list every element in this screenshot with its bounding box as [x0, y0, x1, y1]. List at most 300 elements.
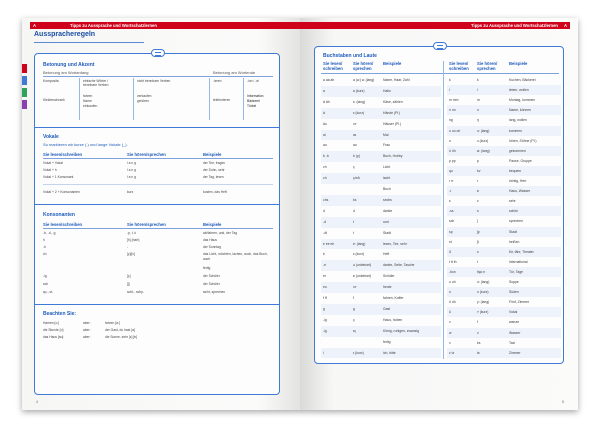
table-cell: ɐ (unbetont): [353, 274, 372, 279]
table-cell: Tür, Tage: [509, 269, 524, 274]
table-row: [447, 227, 561, 237]
table-cell: Frau: [383, 143, 390, 148]
table-cell: Buch, Hobby: [383, 154, 403, 159]
konsonanten-cell: der Sonntag: [203, 245, 221, 249]
table-row: [447, 338, 561, 348]
betonung-cell: -ion / -ei: [247, 79, 259, 83]
table-row: [447, 105, 561, 115]
konsonanten-cell: [ʃ]: [127, 282, 130, 286]
table-cell: Haus, Wasser: [509, 189, 531, 194]
table-row: [321, 119, 441, 130]
table-cell: Häuser (Pl.): [383, 121, 402, 126]
table-row: [447, 206, 561, 216]
divider: [243, 78, 244, 120]
table-cell: a (kurz): [353, 88, 365, 93]
konsonanten-cell: der Schüler: [203, 282, 220, 286]
table-cell: ü üh: [449, 300, 456, 305]
column-divider: [443, 61, 444, 359]
table-cell: e ee eh: [323, 241, 335, 246]
table-row: [447, 85, 561, 95]
table-cell: ʃt: [477, 239, 479, 244]
table-cell: ts: [477, 350, 480, 355]
table-row: [321, 86, 441, 97]
section-divider: [35, 204, 279, 205]
konsonanten-cell: scht-, schp-: [127, 290, 145, 294]
divider: [321, 73, 559, 74]
table-cell: Zimmer: [509, 350, 521, 355]
konsonanten-header: Beispiele: [203, 222, 222, 227]
table-cell: ks: [477, 340, 481, 345]
table-cell: ö öh: [449, 148, 456, 153]
betonung-col3-title: Betonung am Wortende: [213, 70, 256, 75]
table-cell: t: [477, 259, 478, 264]
vokale-cell: l a n g: [127, 168, 136, 172]
divider: [43, 76, 273, 77]
table-cell: ch: [323, 176, 327, 181]
table-cell: ai: [323, 132, 326, 137]
table-cell: g: [353, 306, 355, 311]
table-cell: hören, Söhne (Pl.): [509, 138, 537, 143]
table-cell: v: [449, 320, 451, 325]
chapter-tabs: [22, 64, 28, 112]
table-cell: e: [323, 252, 325, 257]
table-cell: ä: [323, 110, 325, 115]
konsonanten-cell: -: [127, 245, 129, 249]
table-cell: Suppe: [509, 280, 519, 284]
table-cell: sprechen: [509, 219, 523, 224]
table-cell: Hände (Pl.): [383, 110, 401, 115]
vokale-cell: l a n g: [127, 161, 136, 165]
konsonanten-header: Sie lesen/schreiben: [43, 222, 83, 227]
table-cell: a (a:) a: (lang): [353, 78, 375, 82]
table-cell: ø: (lang): [477, 148, 490, 153]
page-number: 4: [36, 400, 38, 404]
table-cell: danke: [383, 208, 393, 213]
chapter-tab-green[interactable]: [22, 88, 27, 97]
table-cell: Hallo: [383, 88, 391, 93]
table-cell: a aa ah: [323, 78, 335, 82]
table-cell: heute: [383, 285, 392, 290]
table-cell: l: [449, 88, 450, 93]
header-letter: A: [33, 23, 37, 28]
table-cell: heißen: [509, 239, 520, 244]
table-row: [321, 315, 441, 326]
betonung-example: verkaufen gehören: [137, 94, 152, 103]
table-cell: f: [477, 320, 478, 325]
table-cell: Vokal: [509, 310, 518, 315]
beachten-cell: die Stunde [ʊ]: [43, 328, 64, 332]
vokale-header: Sie lesen/schreiben: [43, 152, 83, 157]
table-cell: v: [477, 330, 479, 335]
table-cell: z: [477, 199, 479, 204]
table-row: [321, 304, 441, 315]
table-cell: m mm: [449, 98, 459, 103]
table-cell: ɛ (kurz): [353, 252, 365, 257]
table-cell: lesen, Tee, sehr: [383, 241, 407, 246]
table-cell: ng: [449, 118, 453, 123]
vokale-cell: Vokal + h: [43, 168, 57, 172]
table-cell: -ig: [323, 317, 327, 322]
table-row: [321, 130, 441, 141]
table-cell: u uh: [449, 280, 456, 284]
konsonanten-title: Konsonanten: [43, 212, 75, 218]
vokale-title: Vokale: [43, 134, 59, 140]
table-cell: ç: [353, 317, 355, 322]
beachten-title: Beachten Sie:: [43, 311, 77, 317]
betonung-example: Information Bäckerei Türkei: [247, 94, 264, 108]
chapter-tab-red[interactable]: [22, 64, 27, 73]
table-row: [321, 293, 441, 304]
table-row: [447, 287, 561, 297]
table-cell: p pp: [449, 158, 456, 163]
table-cell: ß: [449, 249, 452, 254]
konsonanten-cell: das Licht, möchten, lachen, auch, das Buch, auch: [203, 252, 268, 261]
konsonanten-cell: sicht, sprechen: [203, 290, 226, 294]
table-row: [321, 217, 441, 228]
section-title: Ausspracheregeln: [34, 31, 96, 38]
book-badge-icon: [433, 42, 447, 50]
table-cell: n nn: [449, 108, 456, 113]
konsonanten-header: Sie hören/sprechen: [127, 222, 166, 227]
book-spread: [22, 18, 578, 410]
chapter-tab-purple[interactable]: [22, 100, 27, 109]
table-cell: -ig: [323, 328, 327, 333]
table-cell: danke, Seite, Tasche: [383, 263, 415, 268]
table-cell: Süden: [509, 290, 519, 295]
table-cell: s: [477, 209, 479, 214]
table-cell: ç/x/k: [353, 176, 360, 181]
letters-box: [314, 46, 564, 364]
table-cell: o oo oh: [449, 128, 461, 133]
table-cell: Fünf, Zimmer: [509, 300, 530, 305]
vokale-header: Beispiele: [203, 152, 222, 157]
table-cell: ʏ (kurz): [477, 310, 489, 315]
table-cell: m: [477, 98, 480, 103]
table-cell: i: [323, 350, 324, 355]
vokale-cell: kurz: [127, 190, 134, 194]
table-cell: k: [477, 78, 479, 82]
konsonanten-cell: -p, t, k: [127, 231, 137, 235]
table-cell: äu: [323, 121, 327, 126]
table-row: [447, 115, 561, 125]
letters-header: Beispiele: [383, 61, 402, 66]
table-row: [447, 267, 561, 277]
vokale-cell: der Tag, lesen: [203, 175, 224, 179]
table-cell: -dt: [323, 230, 327, 235]
vokale-cell: Vokal + 1 Konsonant: [43, 175, 74, 179]
divider: [43, 184, 273, 185]
table-cell: s: [477, 249, 479, 254]
betonung-example: telefonieren: [213, 98, 231, 102]
konsonanten-cell: ab/fahren, und, der Tag: [203, 231, 238, 235]
divider: [133, 78, 134, 120]
table-cell: ɪç: [353, 328, 356, 333]
table-cell: f ff: [323, 296, 327, 300]
table-cell: König, ruhigen, zwanzig: [383, 328, 420, 333]
beachten-cell: fahren [a:]: [105, 321, 120, 325]
vokale-cell: Vokal + Vokal: [43, 161, 63, 165]
table-cell: er: [323, 274, 327, 279]
table-cell: lang, wollen: [509, 118, 527, 123]
table-row: [321, 271, 441, 282]
table-cell: ɔʏ: [353, 285, 357, 290]
table-cell: b -b: [323, 154, 329, 159]
table-row: [447, 156, 561, 166]
table-cell: fertig: [383, 339, 391, 344]
betonung-title: Betonung und Akzent: [43, 62, 95, 68]
table-cell: Heft: [383, 252, 390, 257]
table-cell: -tion: [449, 269, 456, 274]
table-row: [321, 173, 441, 184]
table-cell: für, fähr, Theater: [509, 249, 534, 254]
table-cell: ɪ (kurz): [353, 350, 364, 355]
table-cell: Buch: [383, 187, 391, 191]
table-row: [447, 75, 561, 85]
beachten-cell: aber:: [83, 328, 91, 332]
table-cell: g: [323, 306, 325, 311]
vokale-cell: der Tee, fragen: [203, 161, 226, 165]
table-cell: Haus, hoben: [383, 317, 403, 322]
table-row: [447, 196, 561, 206]
letters-table-right: [447, 75, 561, 359]
konsonanten-cell: das Haus: [203, 238, 217, 242]
table-cell: a: [323, 88, 325, 93]
table-cell: ʃp: [477, 229, 480, 234]
table-cell: y: (lang): [477, 300, 490, 305]
table-cell: ɐ: [477, 189, 479, 194]
table-row: [447, 216, 561, 226]
table-row: [321, 249, 441, 260]
header-bar: [30, 22, 300, 29]
table-cell: aʊ: [353, 143, 357, 148]
header-title: Tipps zu Aussprache und Wortschatzlernen: [70, 23, 157, 28]
table-row: [321, 260, 441, 271]
table-cell: Montag, kommen: [509, 98, 536, 103]
table-row: [321, 282, 441, 293]
table-cell: u: [449, 290, 451, 295]
table-cell: -r: [449, 189, 452, 194]
table-row: [447, 277, 561, 287]
table-row: [321, 195, 441, 206]
table-cell: chs: [323, 197, 329, 202]
beachten-cell: die Sonne, sehr [ɛ] [ɐ]: [105, 335, 137, 339]
konsonanten-cell: fertig: [203, 266, 211, 270]
table-cell: t: [353, 230, 354, 235]
table-row: [447, 348, 561, 358]
table-cell: st: [449, 239, 452, 244]
rules-box: [34, 53, 280, 395]
table-row: [321, 348, 441, 359]
table-row: [447, 136, 561, 146]
table-cell: d: [353, 208, 355, 213]
konsonanten-cell: sp-, st-: [43, 290, 54, 294]
konsonanten-cell: -h: [43, 245, 46, 249]
betonung-cell: nicht trennbare Verben: [137, 79, 171, 83]
letters-header: Sie lesen/ schreiben: [323, 61, 343, 71]
betonung-cell: einfache Wörter / trennbare Verben: [83, 79, 109, 87]
beachten-cell: das Haus [au]: [43, 335, 64, 339]
letters-header: Sie hören/ sprechen: [477, 61, 498, 71]
beachten-cell: der Gast, du hast [a]: [105, 328, 135, 332]
table-row: [321, 239, 441, 250]
vokale-cell: der Sohn, sehr: [203, 168, 225, 172]
table-cell: ç: [353, 165, 355, 170]
table-cell: fahren, Koffer: [383, 296, 404, 300]
table-row: [321, 326, 441, 337]
table-cell: -e: [323, 263, 327, 268]
table-row: [447, 186, 561, 196]
letters-title: Buchstaben und Laute: [323, 53, 377, 59]
table-cell: tsjoːn: [477, 269, 486, 274]
table-row: [447, 95, 561, 105]
table-cell: -d: [323, 219, 327, 224]
left-page: [22, 18, 300, 410]
table-row: [321, 206, 441, 217]
table-cell: kommen: [509, 128, 523, 133]
table-cell: leben, wollen: [509, 88, 529, 93]
vokale-subtitle: So markieren wir kurze (.) und lange Vokale (_).: [43, 142, 128, 147]
table-cell: Stadt: [509, 229, 517, 234]
table-cell: sp: [449, 229, 453, 234]
table-cell: k: [449, 78, 451, 82]
table-cell: r rr: [449, 179, 454, 183]
table-row: [321, 162, 441, 173]
section-divider: [35, 127, 279, 128]
table-row: [321, 337, 441, 348]
table-cell: ŋ: [477, 118, 479, 123]
table-row: [447, 257, 561, 267]
table-row: [447, 166, 561, 176]
table-row: [447, 237, 561, 247]
table-row: [321, 184, 441, 195]
letters-header: Beispiele: [509, 61, 528, 66]
table-cell: f: [353, 296, 354, 300]
table-cell: Schüler: [383, 274, 395, 279]
table-cell: gekommen: [509, 148, 526, 153]
table-cell: w: [449, 330, 452, 335]
title-rule: [34, 42, 144, 43]
table-cell: sch: [449, 219, 455, 224]
table-row: [321, 97, 441, 108]
table-cell: Gast: [383, 306, 391, 311]
table-row: [321, 151, 441, 162]
table-row: [447, 297, 561, 307]
table-cell: lacht: [383, 176, 391, 181]
table-cell: p: [477, 158, 479, 163]
table-cell: t: [353, 219, 354, 224]
letters-table-left: [321, 75, 441, 359]
konsonanten-cell: -b, -d, -g: [43, 231, 56, 235]
divider: [43, 228, 273, 229]
table-cell: t tt th: [449, 259, 457, 264]
page-number: 5: [562, 400, 564, 404]
table-cell: kv: [477, 168, 481, 173]
header-letter: A: [563, 23, 567, 28]
beachten-cell: Hamen [o:]: [43, 321, 60, 325]
table-cell: international: [509, 259, 528, 264]
table-cell: ü: [449, 310, 451, 315]
table-cell: au: [323, 143, 327, 148]
beachten-cell: aber:: [83, 335, 91, 339]
table-cell: o: [449, 138, 451, 143]
table-cell: ch: [323, 165, 327, 170]
table-row: [447, 328, 561, 338]
vokale-cell: Vokal + 2 + Konsonanten: [43, 190, 80, 194]
section-divider: [35, 304, 279, 305]
table-cell: ə (unbetont): [353, 263, 372, 268]
table-cell: Käse, zählen: [383, 99, 403, 104]
table-cell: b (p): [353, 154, 360, 159]
konsonanten-cell: der Schüler: [203, 274, 220, 278]
table-row: [447, 247, 561, 257]
vokale-cell: l a n g: [127, 175, 136, 179]
vokale-header: Sie hören/sprechen: [127, 152, 166, 157]
table-cell: Name, können: [509, 108, 532, 113]
table-cell: -ss: [449, 209, 454, 214]
table-cell: o: (lang): [477, 128, 490, 133]
konsonanten-cell: [ç]: [127, 274, 131, 278]
betonung-example: Kleiderschrank: [43, 98, 65, 102]
table-row: [447, 307, 561, 317]
konsonanten-cell: [ç]/[x]: [127, 252, 135, 256]
table-cell: bequem: [509, 168, 522, 173]
table-cell: z tz: [449, 350, 455, 355]
konsonanten-cell: h: [43, 238, 45, 242]
betonung-example: fahren Name einkaufen: [83, 94, 98, 108]
letters-header: Sie hören/ sprechen: [353, 61, 374, 71]
konsonanten-cell: sch: [43, 282, 49, 286]
table-cell: ks: [353, 197, 357, 202]
konsonanten-cell: [h] (hart): [127, 238, 140, 242]
table-cell: Licht: [383, 165, 391, 170]
right-page: [300, 18, 578, 410]
betonung-cell: Komposita: [43, 79, 59, 83]
table-cell: ich, bitte: [383, 350, 396, 355]
konsonanten-cell: -ig: [43, 274, 47, 278]
table-cell: r: [477, 179, 479, 183]
table-cell: Stadt: [383, 230, 391, 235]
divider: [79, 78, 80, 120]
table-cell: und: [383, 219, 389, 224]
chapter-tab-blue[interactable]: [22, 76, 27, 85]
letters-header: Sie lesen/ schreiben: [449, 61, 469, 71]
table-cell: Kuchen, Bäckerei: [509, 78, 536, 82]
table-cell: Pause, Gruppe: [509, 158, 532, 163]
konsonanten-cell: ch: [43, 252, 47, 256]
table-cell: x: [449, 340, 451, 345]
table-cell: ʃ: [477, 219, 478, 224]
divider: [209, 78, 210, 120]
table-cell: ɛ: (lang): [353, 99, 366, 104]
table-cell: u: (lang): [477, 280, 490, 284]
table-cell: Name, Haar, Zahl: [383, 78, 410, 82]
table-cell: sechs: [383, 197, 392, 202]
betonung-cell: -ieren: [213, 79, 222, 83]
beachten-cell: aber:: [83, 321, 91, 325]
divider: [43, 158, 273, 159]
vokale-cell: kosten, das Heft: [203, 190, 227, 194]
header-title: Tipps zu Aussprache und Wortschatzlernen: [471, 23, 558, 28]
book-badge-icon: [151, 49, 165, 57]
table-cell: ʊ (kurz): [477, 290, 489, 295]
table-cell: ɛ (kurz): [353, 110, 365, 115]
table-cell: ɔ (kurz): [477, 138, 489, 143]
table-cell: eu: [323, 285, 327, 290]
table-cell: e: (lang): [353, 241, 366, 246]
table-cell: d: [323, 208, 325, 213]
table-cell: Taxi: [509, 340, 516, 345]
table-row: [447, 317, 561, 327]
